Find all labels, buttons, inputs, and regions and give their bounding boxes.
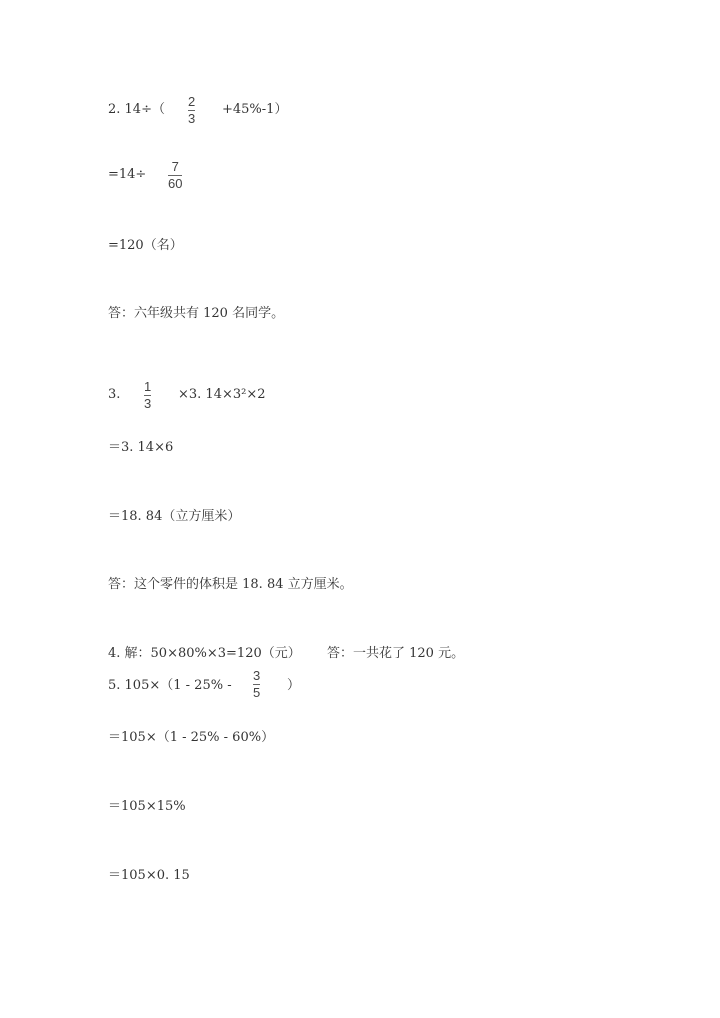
p2-frac1-denominator: 3 — [188, 111, 196, 126]
p2-line1-prefix: 2. 14÷（ — [108, 102, 165, 117]
p3-answer: 答：这个零件的体积是 18. 84 立方厘米。 — [108, 577, 353, 592]
p4-solution: 4. 解：50×80%×3=120（元） — [108, 646, 301, 661]
p2-frac2-numerator: 7 — [171, 159, 179, 174]
p2-fraction-7-60 — [168, 160, 182, 191]
p3-line1-suffix: ×3. 14×3²×2 — [178, 387, 266, 402]
p2-answer: 答：六年级共有 120 名同学。 — [108, 306, 285, 321]
p2-fraction-2-3 — [188, 95, 195, 126]
p2-line3: =120（名） — [108, 238, 183, 253]
p2-line1-suffix: +45%-1） — [222, 102, 288, 117]
p3-frac-numerator: 1 — [144, 379, 152, 394]
p5-frac-numerator: 3 — [253, 668, 261, 683]
p5-line2: ＝105×（1 - 25% - 60%） — [108, 730, 275, 745]
p3-fraction-1-3 — [144, 380, 151, 411]
p3-frac-denominator: 3 — [144, 396, 152, 411]
p5-line4: ＝105×0. 15 — [108, 868, 190, 883]
p3-line3: ＝18. 84（立方厘米） — [108, 509, 241, 524]
p2-frac2-denominator: 60 — [168, 176, 183, 191]
p3-line1-prefix: 3. — [108, 387, 121, 402]
p2-line2-prefix: =14÷ — [108, 167, 147, 182]
p4-answer: 答：一共花了 120 元。 — [327, 646, 465, 661]
p5-fraction-3-5 — [253, 669, 260, 700]
p3-line2: ＝3. 14×6 — [108, 440, 174, 455]
p5-line1-prefix: 5. 105×（1 - 25% - — [108, 678, 232, 693]
p5-line1-suffix: ） — [287, 678, 301, 693]
p2-frac1-numerator: 2 — [188, 94, 196, 109]
p5-line3: ＝105×15% — [108, 799, 186, 814]
p5-frac-denominator: 5 — [253, 685, 261, 700]
